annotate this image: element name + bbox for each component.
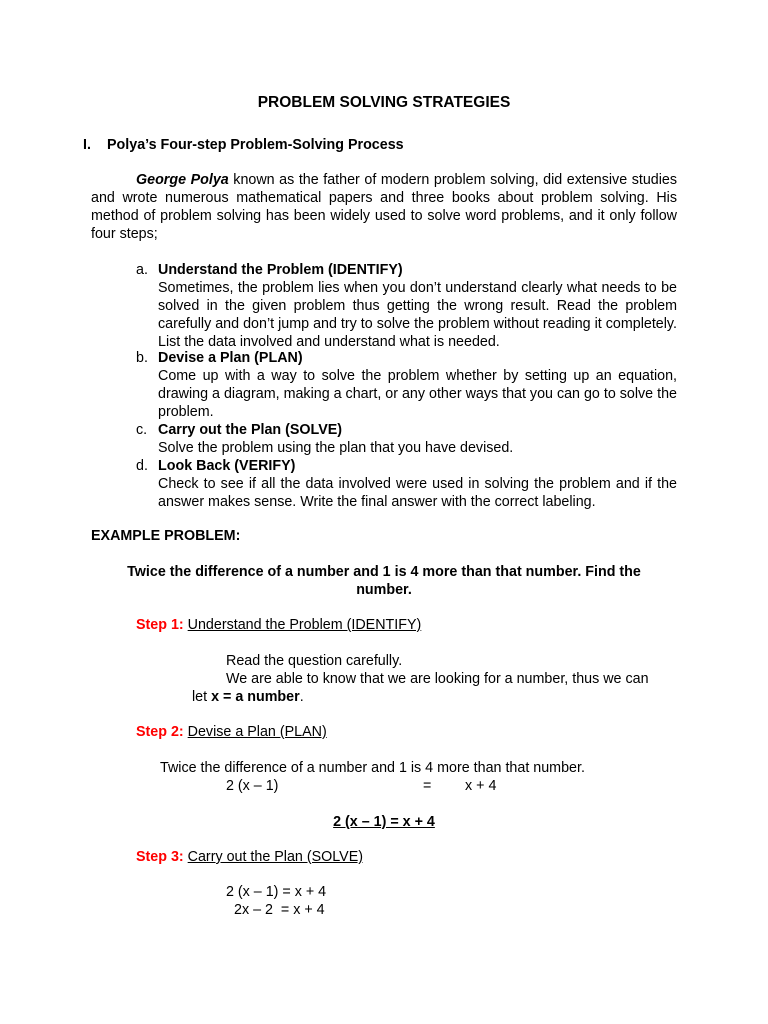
step-a-heading: Understand the Problem (IDENTIFY) (158, 262, 403, 278)
intro-name: George Polya (136, 172, 229, 188)
step-d-letter: d. (136, 458, 148, 474)
step-3-label: Step 3: (136, 849, 184, 865)
step-2-left: 2 (x – 1) (226, 778, 279, 794)
step-2-equals: = (423, 778, 432, 794)
intro-text: known as the father of modern problem solving, did extensive studies and wrote numerous mathematical papers and three books about problem solving. His method of problem solving has been widely used to solve word problems, and it only follow four steps; (91, 172, 677, 242)
section-number: I. (83, 137, 91, 153)
step-c (158, 421, 677, 457)
step-1-line-2: We are able to know that we are looking for a number, thus we can (226, 671, 649, 687)
step-c-heading: Carry out the Plan (SOLVE) (158, 422, 343, 438)
example-step-1 (136, 616, 421, 634)
intro-paragraph (91, 171, 677, 243)
step-1-variable-def: x = a number (211, 689, 300, 705)
step-d (158, 457, 677, 511)
step-a-letter: a. (136, 262, 148, 278)
example-step-3 (136, 848, 363, 866)
step-b-letter: b. (136, 350, 148, 366)
step-2-equation: 2 (x – 1) = x + 4 (333, 814, 435, 830)
step-a (158, 261, 677, 351)
step-a-body: Sometimes, the problem lies when you don’t understand clearly what needs to be solved in the given problem thus getting the wrong result. Read the problem carefully and don’t jump and try to solve the problem without reading it completely. List the data involved and understand what is needed. (158, 280, 677, 350)
step-b-body: Come up with a way to solve the problem whether by setting up an equation, drawing a diagram, making a chart, or any other ways that you can go to solve the problem. (158, 368, 677, 420)
step-1-line-1: Read the question carefully. (226, 653, 403, 669)
step-1-line-3-pre: let (192, 689, 212, 705)
step-b (158, 349, 677, 421)
step-b-heading: Devise a Plan (PLAN) (158, 350, 303, 366)
step-d-heading: Look Back (VERIFY) (158, 458, 296, 474)
step-2-sentence: Twice the difference of a number and 1 is 4 more than that number. (160, 760, 585, 776)
page-title: PROBLEM SOLVING STRATEGIES (257, 94, 511, 111)
step-c-body: Solve the problem using the plan that you have devised. (158, 440, 514, 456)
step-1-line-3-post: . (299, 689, 304, 705)
step-2-label: Step 2: (136, 724, 184, 740)
step-3-line-1: 2 (x – 1) = x + 4 (226, 884, 327, 900)
step-1-label: Step 1: (136, 617, 184, 633)
step-3-line-2: 2x – 2 = x + 4 (234, 902, 325, 918)
step-1-line-3 (192, 688, 304, 706)
step-2-title: Devise a Plan (PLAN) (187, 724, 327, 740)
example-problem: Twice the difference of a number and 1 is 4 more than that number. Find the number. (127, 564, 641, 598)
step-d-body: Check to see if all the data involved were used in solving the problem and if the answer makes sense. Write the final answer with the correct labeling. (158, 476, 677, 510)
step-3-title: Carry out the Plan (SOLVE) (187, 849, 363, 865)
section-heading: Polya’s Four-step Problem-Solving Process (107, 137, 404, 153)
step-1-title: Understand the Problem (IDENTIFY) (187, 617, 422, 633)
step-2-right: x + 4 (465, 778, 497, 794)
example-heading: EXAMPLE PROBLEM: (91, 528, 241, 544)
step-c-letter: c. (136, 422, 148, 438)
example-step-2 (136, 723, 327, 741)
